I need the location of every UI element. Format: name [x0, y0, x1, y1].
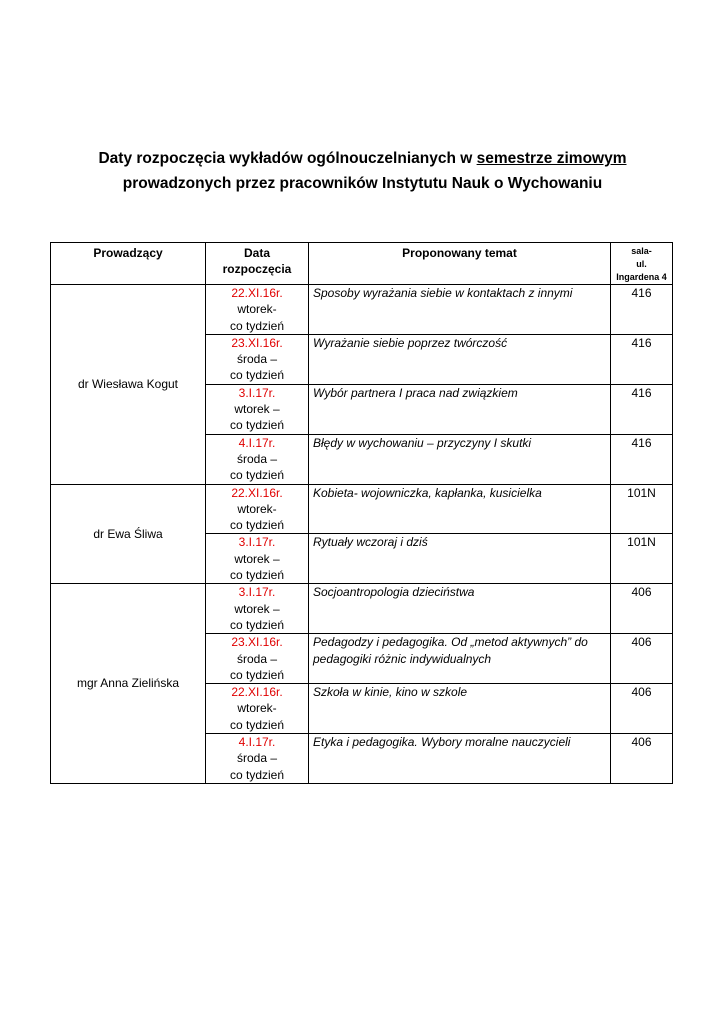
frequency: co tydzień — [229, 717, 285, 732]
header-lecturer: Prowadzący — [51, 243, 206, 285]
header-room: sala- ul. Ingardena 4 — [611, 243, 673, 285]
topic: Socjoantropologia dzieciństwa — [309, 584, 611, 634]
start-date: 23.XI.16r. — [231, 335, 283, 350]
start-date-cell — [206, 734, 309, 784]
topic: Sposoby wyrażania siebie w kontaktach z innymi — [309, 285, 611, 335]
weekday: środa – — [236, 352, 278, 367]
start-date: 3.I.17r. — [238, 585, 276, 600]
weekday: wtorek – — [234, 551, 280, 566]
frequency: co tydzień — [229, 518, 285, 533]
room-number: 416 — [611, 334, 673, 384]
start-date: 4.I.17r. — [238, 435, 276, 450]
start-date-cell — [206, 584, 309, 634]
frequency: co tydzień — [229, 767, 285, 782]
lecturer-name: mgr Anna Zielińska — [51, 584, 206, 784]
room-number: 416 — [611, 285, 673, 335]
start-date: 3.I.17r. — [238, 385, 276, 400]
start-date-cell — [206, 285, 309, 335]
start-date: 22.XI.16r. — [231, 685, 283, 700]
header-topic: Proponowany temat — [309, 243, 611, 285]
topic: Kobieta- wojowniczka, kapłanka, kusicielka — [309, 484, 611, 534]
schedule-body — [51, 285, 673, 784]
frequency: co tydzień — [229, 318, 285, 333]
room-number: 416 — [611, 384, 673, 434]
weekday: wtorek- — [237, 701, 277, 716]
frequency: co tydzień — [229, 667, 285, 682]
start-date-cell — [206, 334, 309, 384]
weekday: wtorek – — [234, 601, 280, 616]
weekday: środa – — [236, 651, 278, 666]
table-row — [51, 484, 673, 534]
lecturer-name: dr Ewa Śliwa — [51, 484, 206, 584]
topic: Pedagodzy i pedagogika. Od „metod aktywnych” do pedagogiki różnic indywidualnych — [309, 634, 611, 684]
start-date-cell — [206, 384, 309, 434]
frequency: co tydzień — [229, 468, 285, 483]
title-line-2: prowadzonych przez pracowników Instytutu Nauk o Wychowaniu — [122, 175, 603, 192]
topic: Szkoła w kinie, kino w szkole — [309, 684, 611, 734]
weekday: wtorek- — [237, 501, 277, 516]
header-date: Data rozpoczęcia — [206, 243, 309, 285]
room-number: 416 — [611, 434, 673, 484]
start-date: 3.I.17r. — [238, 535, 276, 550]
frequency: co tydzień — [229, 418, 285, 433]
room-number: 406 — [611, 684, 673, 734]
frequency: co tydzień — [229, 617, 285, 632]
title-line-1: Daty rozpoczęcia wykładów ogólnouczelnianych w semestrze zimowym — [98, 150, 627, 167]
room-number: 406 — [611, 634, 673, 684]
title-underlined: semestrze zimowym — [476, 150, 627, 167]
topic: Wybór partnera I praca nad związkiem — [309, 384, 611, 434]
start-date-cell — [206, 484, 309, 534]
room-number: 406 — [611, 734, 673, 784]
schedule-table — [50, 242, 673, 784]
start-date: 22.XI.16r. — [231, 286, 283, 300]
room-number: 406 — [611, 584, 673, 634]
room-number: 101N — [611, 534, 673, 584]
header-row — [51, 243, 673, 285]
weekday: środa – — [236, 451, 278, 466]
start-date: 4.I.17r. — [238, 735, 276, 750]
start-date: 23.XI.16r. — [231, 635, 283, 650]
weekday: wtorek – — [234, 402, 280, 417]
start-date-cell — [206, 534, 309, 584]
topic: Etyka i pedagogika. Wybory moralne nauczycieli — [309, 734, 611, 784]
weekday: wtorek- — [237, 302, 277, 317]
frequency: co tydzień — [229, 568, 285, 583]
frequency: co tydzień — [229, 368, 285, 383]
start-date-cell — [206, 684, 309, 734]
topic: Błędy w wychowaniu – przyczyny I skutki — [309, 434, 611, 484]
table-row — [51, 584, 673, 634]
topic: Rytuały wczoraj i dziś — [309, 534, 611, 584]
lecturer-name: dr Wiesława Kogut — [51, 285, 206, 485]
topic: Wyrażanie siebie poprzez twórczość — [309, 334, 611, 384]
start-date-cell — [206, 634, 309, 684]
table-row — [51, 285, 673, 335]
weekday: środa – — [236, 751, 278, 766]
start-date: 22.XI.16r. — [231, 485, 283, 500]
room-number: 101N — [611, 484, 673, 534]
start-date-cell — [206, 434, 309, 484]
document-title — [0, 146, 725, 196]
